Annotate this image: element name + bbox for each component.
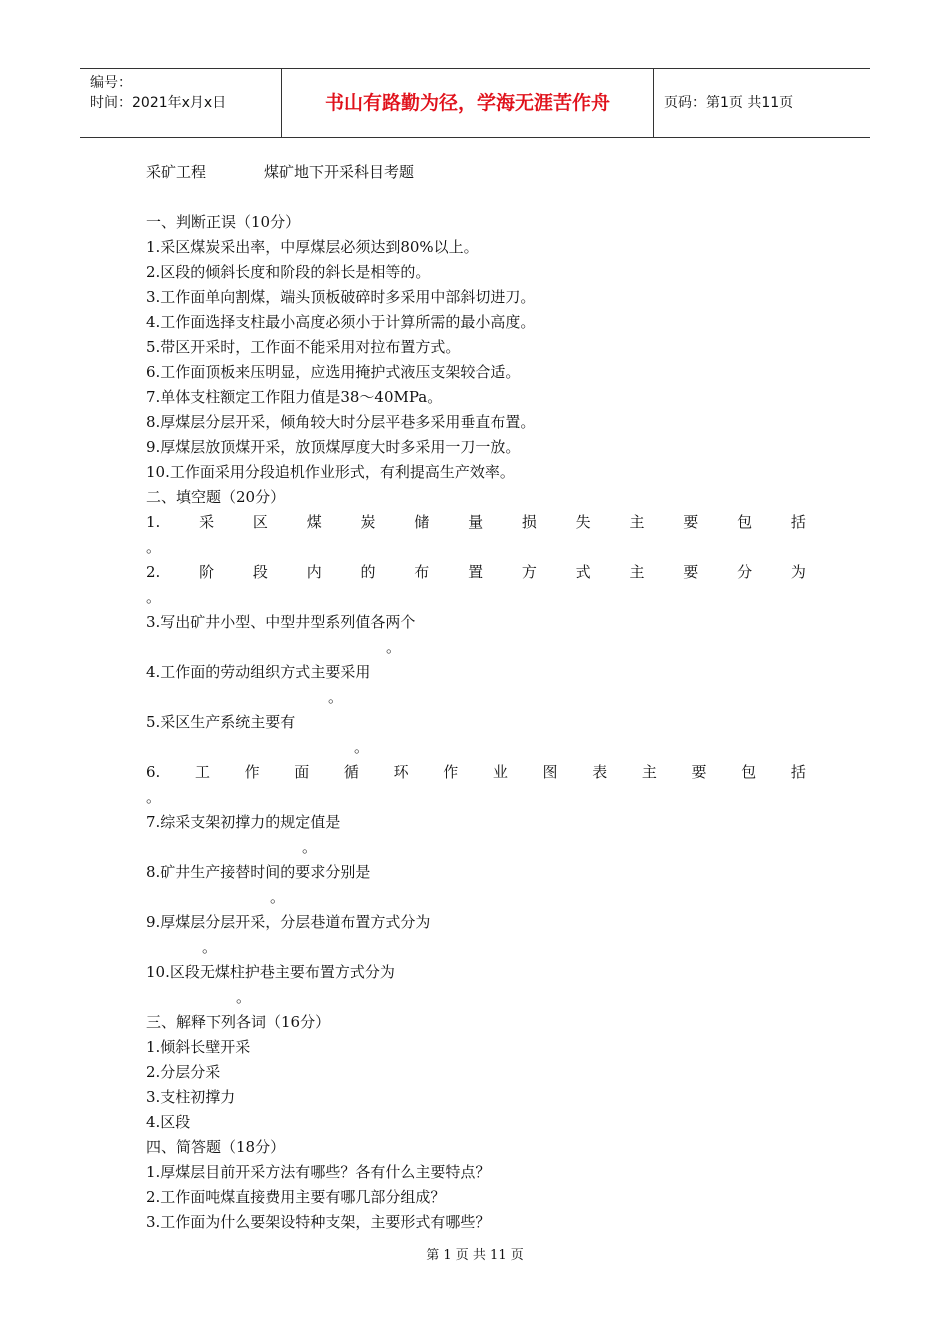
header-motto: 书山有路勤为径，学海无涯苦作舟	[282, 69, 654, 137]
answer-blank: 。	[236, 988, 252, 1006]
section4-item: 2.工作面吨煤直接费用主要有哪几部分组成？	[146, 1188, 446, 1206]
document-title	[146, 160, 806, 185]
section3-item: 1.倾斜长壁开采	[146, 1038, 251, 1056]
page-header	[80, 68, 870, 138]
section1-item: 9.厚煤层放顶煤开采，放顶煤厚度大时多采用一刀一放。	[146, 438, 521, 456]
section1-item: 2.区段的倾斜长度和阶段的斜长是相等的。	[146, 263, 431, 281]
answer-blank: 。	[202, 938, 218, 956]
fill-question-3: 3.写出矿井小型、中型井型系列值各两个	[146, 613, 416, 631]
section3-item: 2.分层分采	[146, 1063, 221, 1081]
section4-item: 3.工作面为什么要架设特种支架，主要形式有哪些？	[146, 1213, 491, 1231]
section3-item: 3.支柱初撑力	[146, 1088, 236, 1106]
answer-blank: 。	[270, 888, 286, 906]
fill-question-10: 10.区段无煤柱护巷主要布置方式分为	[146, 963, 395, 981]
fill-question-9: 9.厚煤层分层开采，分层巷道布置方式分为	[146, 913, 431, 931]
answer-blank: 。	[302, 838, 318, 856]
section1-item: 8.厚煤层分层开采，倾角较大时分层平巷多采用垂直布置。	[146, 413, 536, 431]
fill-question-8: 8.矿井生产接替时间的要求分别是	[146, 863, 371, 881]
fill-question-6: 6. 工 作 面 循 环 作 业 图 表 主 要 包 括	[146, 763, 806, 781]
document-body	[146, 160, 806, 1235]
section4-item: 1.厚煤层目前开采方法有哪些？各有什么主要特点？	[146, 1163, 491, 1181]
title-course: 煤矿地下开采科目考题	[264, 163, 415, 181]
section2-heading: 二、填空题（20分）	[146, 488, 286, 506]
fill-question-4: 4.工作面的劳动组织方式主要采用	[146, 663, 371, 681]
fill-question-1: 1. 采 区 煤 炭 储 量 损 失 主 要 包 括	[146, 513, 806, 531]
title-subject: 采矿工程	[146, 163, 207, 181]
page-footer: 第 1 页 共 11 页	[426, 1248, 524, 1263]
section1-item: 3.工作面单向割煤，端头顶板破碎时多采用中部斜切进刀。	[146, 288, 536, 306]
time-label: 时间：2021年x月x日	[90, 95, 227, 111]
fill-question-2: 2. 阶 段 内 的 布 置 方 式 主 要 分 为	[146, 563, 806, 581]
answer-blank: 。	[146, 538, 162, 556]
fill-question-5: 5.采区生产系统主要有	[146, 713, 296, 731]
section3-item: 4.区段	[146, 1113, 191, 1131]
fill-question-7: 7.综采支架初撑力的规定值是	[146, 813, 341, 831]
section1-item: 4.工作面选择支柱最小高度必须小于计算所需的最小高度。	[146, 313, 536, 331]
section1-heading: 一、判断正误（10分）	[146, 213, 301, 231]
header-meta	[80, 69, 282, 137]
section1-item: 1.采区煤炭采出率，中厚煤层必须达到80%以上。	[146, 238, 479, 256]
answer-blank: 。	[386, 638, 402, 656]
section1-item: 10.工作面采用分段追机作业形式，有利提高生产效率。	[146, 463, 515, 481]
section1-item: 6.工作面顶板来压明显，应选用掩护式液压支架较合适。	[146, 363, 521, 381]
section3-heading: 三、解释下列各词（16分）	[146, 1013, 331, 1031]
section4-heading: 四、简答题（18分）	[146, 1138, 286, 1156]
answer-blank: 。	[328, 688, 344, 706]
header-page-info: 页码：第1页 共11页	[664, 95, 794, 111]
number-label: 编号：	[90, 75, 132, 91]
answer-blank: 。	[354, 738, 370, 756]
section1-item: 5.带区开采时，工作面不能采用对拉布置方式。	[146, 338, 461, 356]
answer-blank: 。	[146, 588, 162, 606]
answer-blank: 。	[146, 788, 162, 806]
section1-item: 7.单体支柱额定工作阻力值是38～40MPa。	[146, 388, 443, 406]
